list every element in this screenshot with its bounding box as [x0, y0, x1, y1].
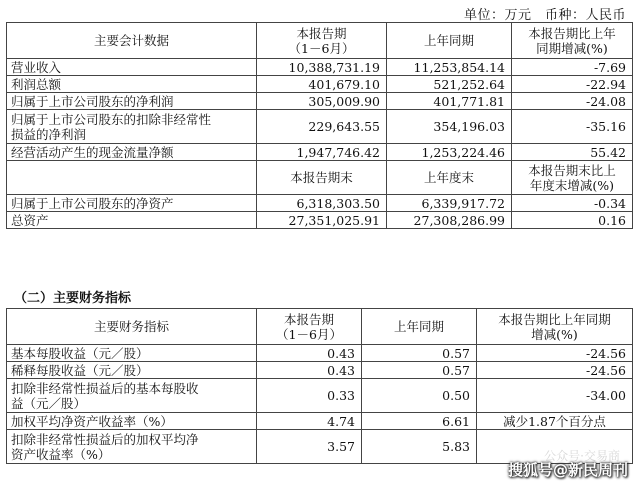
change-percent: -22.94 [512, 76, 633, 93]
prior-year-end-value: 6,339,917.72 [387, 195, 512, 212]
table-row [7, 93, 633, 110]
table-header-row [7, 309, 633, 345]
row-label: 扣除非经常性损益后的基本每股收 益（元／股） [7, 379, 257, 413]
section-title: （二）主要财务指标 [14, 291, 132, 306]
source-watermark: 搜狐号@新民周刊 [507, 461, 628, 479]
header-cell: 本报告期比上年同期 增减(%) [477, 309, 633, 345]
row-label: 稀释每股收益（元／股） [7, 362, 257, 379]
prior-period-value: 11,253,854.14 [387, 59, 512, 76]
prior-period-value: 1,253,224.46 [387, 144, 512, 161]
current-period-value: 3.57 [257, 430, 362, 464]
table-row [7, 144, 633, 161]
row-label: 营业收入 [7, 59, 257, 76]
main-accounting-data-table [6, 22, 633, 229]
header-cell: 上年度末 [387, 161, 512, 195]
unit-currency-note: 单位：万元 币种：人民币 [463, 8, 626, 23]
current-period-value: 0.33 [257, 379, 362, 413]
prior-period-value: 354,196.03 [387, 110, 512, 144]
table-row [7, 362, 633, 379]
current-period-value: 0.43 [257, 362, 362, 379]
change-percent: 55.42 [512, 144, 633, 161]
table-row [7, 413, 633, 430]
table-subheader-row [7, 161, 633, 195]
period-end-value: 6,318,303.50 [257, 195, 387, 212]
current-period-value: 305,009.90 [257, 93, 387, 110]
current-period-value: 1,947,746.42 [257, 144, 387, 161]
period-end-value: 27,351,025.91 [257, 212, 387, 229]
prior-period-value: 6.61 [362, 413, 477, 430]
table-row [7, 212, 633, 229]
change-value: 减少1.87个百分点 [477, 413, 633, 430]
header-cell: 主要财务指标 [7, 309, 257, 345]
table-row [7, 59, 633, 76]
row-label: 利润总额 [7, 76, 257, 93]
row-label: 经营活动产生的现金流量净额 [7, 144, 257, 161]
header-cell: 本报告期 （1－6月） [257, 309, 362, 345]
table-row [7, 345, 633, 362]
table-row [7, 110, 633, 144]
current-period-value: 0.43 [257, 345, 362, 362]
prior-period-value: 5.83 [362, 430, 477, 464]
current-period-value: 10,388,731.19 [257, 59, 387, 76]
change-value: -34.00 [477, 379, 633, 413]
table-row [7, 76, 633, 93]
change-percent: 0.16 [512, 212, 633, 229]
row-label: 加权平均净资产收益率（%） [7, 413, 257, 430]
row-label: 归属于上市公司股东的净利润 [7, 93, 257, 110]
table-row [7, 195, 633, 212]
prior-period-value: 401,771.81 [387, 93, 512, 110]
prior-year-end-value: 27,308,286.99 [387, 212, 512, 229]
current-period-value: 4.74 [257, 413, 362, 430]
header-cell [7, 161, 257, 195]
change-percent: -35.16 [512, 110, 633, 144]
header-cell: 上年同期 [387, 23, 512, 59]
row-label: 总资产 [7, 212, 257, 229]
prior-period-value: 0.57 [362, 362, 477, 379]
header-cell: 本报告期末比上 年度末增减(%) [512, 161, 633, 195]
row-label: 归属于上市公司股东的扣除非经常性 损益的净利润 [7, 110, 257, 144]
header-cell: 上年同期 [362, 309, 477, 345]
main-financial-indicators-table [6, 308, 633, 464]
row-label: 基本每股收益（元／股） [7, 345, 257, 362]
current-period-value: 401,679.10 [257, 76, 387, 93]
change-value: -24.56 [477, 362, 633, 379]
table-row [7, 379, 633, 413]
prior-period-value: 0.57 [362, 345, 477, 362]
table-header-row [7, 23, 633, 59]
change-percent: -0.34 [512, 195, 633, 212]
faint-watermark: 公众号·交易商 [544, 449, 620, 463]
row-label: 扣除非经常性损益后的加权平均净 资产收益率（%） [7, 430, 257, 464]
current-period-value: 229,643.55 [257, 110, 387, 144]
change-percent: -7.69 [512, 59, 633, 76]
row-label: 归属于上市公司股东的净资产 [7, 195, 257, 212]
header-cell: 主要会计数据 [7, 23, 257, 59]
change-value: -24.56 [477, 345, 633, 362]
header-cell: 本报告期 （1－6月） [257, 23, 387, 59]
header-cell: 本报告期比上年 同期增减(%) [512, 23, 633, 59]
prior-period-value: 0.50 [362, 379, 477, 413]
change-percent: -24.08 [512, 93, 633, 110]
prior-period-value: 521,252.64 [387, 76, 512, 93]
header-cell: 本报告期末 [257, 161, 387, 195]
